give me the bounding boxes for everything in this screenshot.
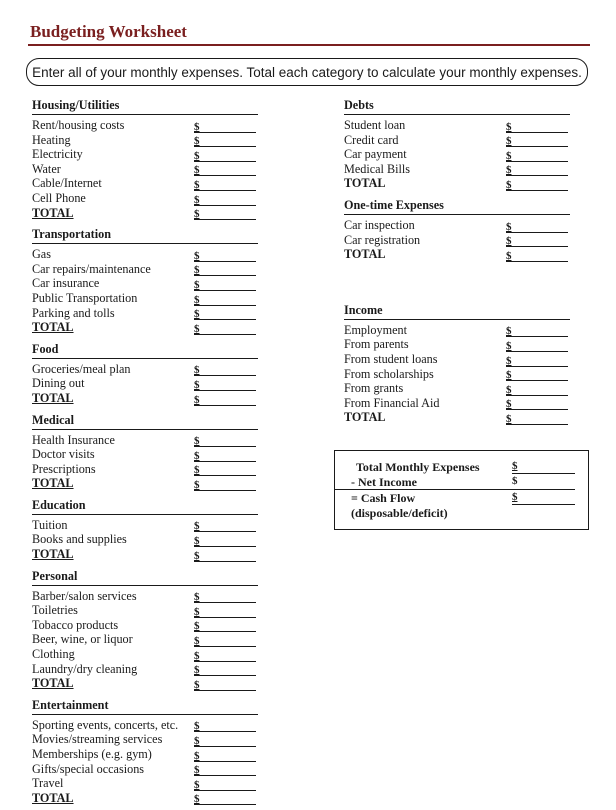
section-total-label: TOTAL xyxy=(32,547,74,562)
budget-row xyxy=(344,337,570,352)
amount-field[interactable]: $ xyxy=(506,120,568,133)
total-expenses-label: Total Monthly Expenses xyxy=(356,460,480,474)
amount-field[interactable]: $ xyxy=(194,278,256,291)
amount-field[interactable]: $ xyxy=(506,149,568,162)
amount-field[interactable]: $ xyxy=(194,719,256,732)
summary-divider xyxy=(335,489,575,490)
budget-row xyxy=(32,632,258,647)
summary-row-cash-flow-sub xyxy=(335,506,588,521)
item-label: From Financial Aid xyxy=(344,395,440,410)
item-label: Tobacco products xyxy=(32,617,119,632)
item-label: Books and supplies xyxy=(32,532,127,547)
budget-row xyxy=(32,762,258,777)
amount-field[interactable]: $ xyxy=(194,149,256,162)
budget-row xyxy=(32,447,258,462)
section-heading-transportation: Transportation xyxy=(32,225,258,244)
item-label: From parents xyxy=(344,337,409,352)
total-expenses-line xyxy=(512,473,575,474)
budget-row xyxy=(344,323,570,338)
item-label: Car insurance xyxy=(32,276,100,291)
budget-row xyxy=(32,291,258,306)
amount-field[interactable]: $ xyxy=(194,293,256,306)
section-heading-income: Income xyxy=(344,301,570,320)
item-label: Doctor visits xyxy=(32,447,95,462)
section-heading-food: Food xyxy=(32,340,258,359)
item-label: Cell Phone xyxy=(32,190,86,205)
budget-row xyxy=(32,747,258,762)
budget-row xyxy=(32,532,258,547)
amount-field[interactable]: $ xyxy=(194,634,256,647)
instructions-banner xyxy=(26,58,588,86)
amount-field[interactable]: $ xyxy=(506,397,568,410)
budget-row xyxy=(32,662,258,677)
section-gap xyxy=(344,425,570,430)
item-label: Cable/Internet xyxy=(32,176,102,191)
item-label: From grants xyxy=(344,381,404,396)
amount-field[interactable]: $ xyxy=(194,678,256,691)
item-label: Medical Bills xyxy=(344,161,411,176)
summary-box xyxy=(334,450,589,530)
amount-field[interactable]: $ xyxy=(506,178,568,191)
section-total-label: TOTAL xyxy=(32,205,74,220)
amount-field[interactable]: $ xyxy=(194,249,256,262)
budget-row xyxy=(344,218,570,233)
budget-row xyxy=(344,381,570,396)
item-label: Clothing xyxy=(32,647,75,662)
item-label: Public Transportation xyxy=(32,290,138,305)
instructions-text: Enter all of your monthly expenses. Total each category to calculate your monthly expenses. xyxy=(32,64,582,80)
budget-row xyxy=(32,262,258,277)
item-label: Toiletries xyxy=(32,603,78,618)
amount-field[interactable]: $ xyxy=(506,134,568,147)
amount-field[interactable]: $ xyxy=(506,249,568,262)
budget-row xyxy=(32,676,258,691)
section-gap xyxy=(32,805,258,810)
budget-row xyxy=(344,233,570,248)
section-total-label: TOTAL xyxy=(344,247,386,262)
debts-income-column xyxy=(344,96,570,430)
amount-field[interactable]: $ xyxy=(194,792,256,805)
amount-field[interactable]: $ xyxy=(194,120,256,133)
amount-field[interactable]: $ xyxy=(194,134,256,147)
budget-row xyxy=(32,206,258,221)
amount-field[interactable]: $ xyxy=(194,519,256,532)
item-label: Employment xyxy=(344,322,407,337)
amount-field[interactable]: $ xyxy=(194,778,256,791)
amount-field[interactable]: $ xyxy=(506,324,568,337)
amount-field[interactable]: $ xyxy=(194,393,256,406)
budget-row xyxy=(32,732,258,747)
section-heading-housing-utilities: Housing/Utilities xyxy=(32,96,258,115)
item-label: Rent/housing costs xyxy=(32,118,125,132)
amount-field[interactable]: $ xyxy=(194,734,256,747)
budget-row xyxy=(32,362,258,377)
budget-row xyxy=(32,462,258,477)
budget-row xyxy=(344,247,570,262)
amount-field[interactable]: $ xyxy=(194,749,256,762)
cash-flow-label: = Cash Flow xyxy=(351,491,416,505)
item-label: From student loans xyxy=(344,351,438,366)
amount-field[interactable]: $ xyxy=(194,378,256,391)
budget-row xyxy=(32,476,258,491)
item-label: Car repairs/maintenance xyxy=(32,261,151,276)
amount-field[interactable]: $ xyxy=(194,478,256,491)
amount-field[interactable]: $ xyxy=(506,220,568,233)
amount-field[interactable]: $ xyxy=(506,412,568,425)
budget-row xyxy=(32,118,258,133)
net-income-amount[interactable]: $ xyxy=(512,475,518,487)
budget-row xyxy=(32,191,258,206)
item-label: Beer, wine, or liquor xyxy=(32,632,133,647)
item-label: Groceries/meal plan xyxy=(32,361,131,376)
item-label: Gas xyxy=(32,247,51,262)
amount-field[interactable]: $ xyxy=(194,163,256,176)
item-label: Memberships (e.g. gym) xyxy=(32,747,152,761)
title-divider xyxy=(28,44,590,46)
item-label: Credit card xyxy=(344,132,399,147)
total-expenses-amount[interactable]: $ xyxy=(512,460,518,472)
section-spacer xyxy=(344,267,570,301)
budget-row xyxy=(32,433,258,448)
budget-row xyxy=(32,547,258,562)
amount-field[interactable]: $ xyxy=(194,207,256,220)
budget-row xyxy=(32,776,258,791)
amount-field[interactable]: $ xyxy=(506,234,568,247)
summary-row-total-expenses xyxy=(335,460,588,475)
budget-row xyxy=(344,176,570,191)
section-heading-one-time-expenses: One-time Expenses xyxy=(344,196,570,215)
amount-field[interactable]: $ xyxy=(506,354,568,367)
budget-row xyxy=(32,391,258,406)
budget-row xyxy=(32,320,258,335)
amount-field[interactable]: $ xyxy=(194,322,256,335)
item-label: Gifts/special occasions xyxy=(32,761,145,776)
item-label: Parking and tolls xyxy=(32,305,115,320)
budget-row xyxy=(32,589,258,604)
amount-field[interactable]: $ xyxy=(506,368,568,381)
item-label: Barber/salon services xyxy=(32,588,137,603)
cash-flow-line xyxy=(512,504,575,505)
budget-row xyxy=(344,133,570,148)
item-label: Car payment xyxy=(344,147,407,162)
budget-row xyxy=(32,647,258,662)
budget-row xyxy=(344,367,570,382)
amount-field[interactable]: $ xyxy=(194,663,256,676)
budget-row xyxy=(32,603,258,618)
section-heading-personal: Personal xyxy=(32,567,258,586)
budget-row xyxy=(344,118,570,133)
budget-row xyxy=(32,162,258,177)
item-label: Heating xyxy=(32,132,71,147)
cash-flow-amount[interactable]: $ xyxy=(512,491,518,503)
amount-field[interactable]: $ xyxy=(194,307,256,320)
budget-row xyxy=(344,352,570,367)
budget-row xyxy=(32,306,258,321)
amount-field[interactable]: $ xyxy=(194,763,256,776)
amount-field[interactable]: $ xyxy=(194,263,256,276)
amount-field[interactable]: $ xyxy=(506,163,568,176)
amount-field[interactable]: $ xyxy=(194,619,256,632)
net-income-label: - Net Income xyxy=(351,475,417,489)
budget-row xyxy=(344,396,570,411)
item-label: Tuition xyxy=(32,517,68,532)
amount-field[interactable]: $ xyxy=(194,590,256,603)
item-label: Dining out xyxy=(32,376,85,391)
budget-row xyxy=(344,410,570,425)
budget-row xyxy=(32,147,258,162)
item-label: Movies/streaming services xyxy=(32,732,163,747)
item-label: Car registration xyxy=(344,232,421,247)
budget-row xyxy=(32,133,258,148)
item-label: Laundry/dry cleaning xyxy=(32,661,138,676)
item-label: Car inspection xyxy=(344,217,415,232)
section-total-label: TOTAL xyxy=(344,410,386,425)
section-total-label: TOTAL xyxy=(32,390,74,405)
budget-row xyxy=(32,618,258,633)
budget-row xyxy=(344,147,570,162)
amount-field[interactable]: $ xyxy=(506,339,568,352)
budget-row xyxy=(32,718,258,733)
amount-field[interactable]: $ xyxy=(194,649,256,662)
item-label: Prescriptions xyxy=(32,461,96,476)
item-label: Health Insurance xyxy=(32,432,115,447)
budget-row xyxy=(32,376,258,391)
section-heading-medical: Medical xyxy=(32,411,258,430)
amount-field[interactable]: $ xyxy=(194,193,256,206)
item-label: Travel xyxy=(32,776,64,791)
section-total-label: TOTAL xyxy=(32,790,74,805)
amount-field[interactable]: $ xyxy=(194,549,256,562)
item-label: Water xyxy=(32,161,61,176)
amount-field[interactable]: $ xyxy=(194,605,256,618)
budget-row xyxy=(32,247,258,262)
budget-row xyxy=(32,276,258,291)
section-heading-entertainment: Entertainment xyxy=(32,696,258,715)
item-label: Sporting events, concerts, etc. xyxy=(32,717,179,732)
amount-field[interactable]: $ xyxy=(194,434,256,447)
budget-row xyxy=(32,176,258,191)
amount-field[interactable]: $ xyxy=(194,534,256,547)
item-label: Electricity xyxy=(32,147,83,162)
section-heading-debts: Debts xyxy=(344,96,570,115)
amount-field[interactable]: $ xyxy=(194,463,256,476)
section-total-label: TOTAL xyxy=(344,176,386,191)
expenses-column xyxy=(32,96,258,810)
amount-field[interactable]: $ xyxy=(194,178,256,191)
page-title: Budgeting Worksheet xyxy=(30,22,187,41)
section-total-label: TOTAL xyxy=(32,320,74,335)
amount-field[interactable]: $ xyxy=(194,449,256,462)
budget-row xyxy=(32,518,258,533)
section-total-label: TOTAL xyxy=(32,676,74,691)
amount-field[interactable]: $ xyxy=(194,363,256,376)
item-label: From scholarships xyxy=(344,366,434,381)
section-heading-education: Education xyxy=(32,496,258,515)
budget-row xyxy=(344,162,570,177)
cash-flow-sub-label: (disposable/deficit) xyxy=(351,506,448,520)
summary-row-cash-flow xyxy=(335,491,588,506)
budget-row xyxy=(32,791,258,806)
summary-row-net-income xyxy=(335,475,588,490)
item-label: Student loan xyxy=(344,118,406,132)
section-total-label: TOTAL xyxy=(32,476,74,491)
amount-field[interactable]: $ xyxy=(506,383,568,396)
